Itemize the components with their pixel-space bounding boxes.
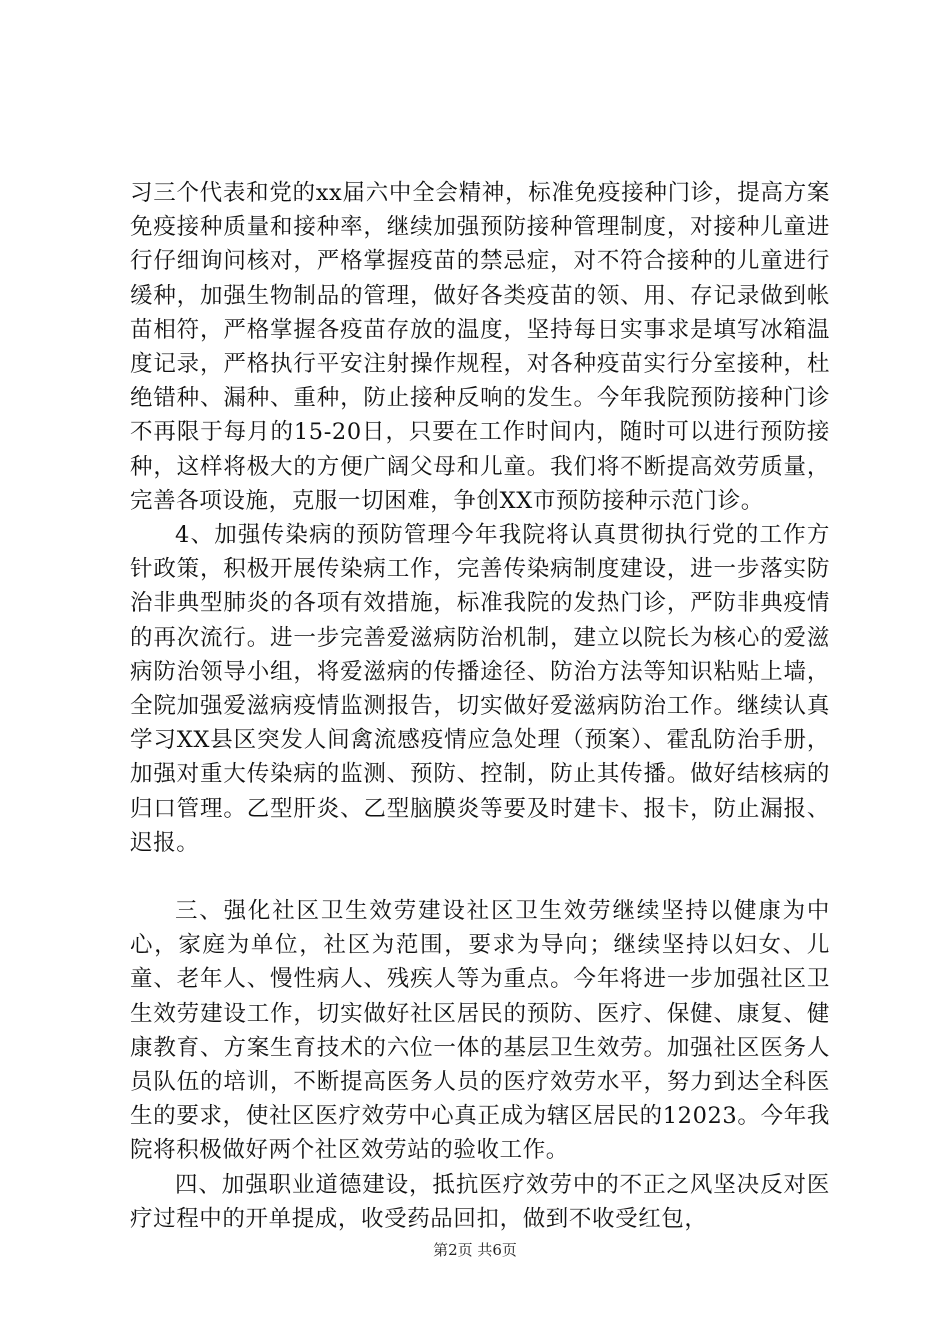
page-number-footer: 第2页 共6页	[433, 1241, 517, 1259]
paragraph-vaccination-continued: 习三个代表和党的xx届六中全会精神，标准免疫接种门诊，提高方案免疫接种质量和接种率，继续加强预防接种管理制度，对接种儿童进行仔细询问核对，严格掌握疫苗的禁忌症，对不符合接种的儿童进行缓种，加强生物制品的管理，做好各类疫苗的领、用、存记录做到帐苗相符，严格掌握各疫苗存放的温度，坚持每日实事求是填写冰箱温度记录，严格执行平安注射操作规程，对各种疫苗实行分室接种，杜绝错种、漏种、重种，防止接种反响的发生。今年我院预防接种门诊不再限于每月的15-20日，只要在工作时间内，随时可以进行预防接种，这样将极大的方便广阔父母和儿童。我们将不断提高效劳质量，完善各项设施，克服一切困难，争创XX市预防接种示范门诊。	[130, 180, 830, 514]
paragraph-community-health: 三、强化社区卫生效劳建设社区卫生效劳继续坚持以健康为中心，家庭为单位，社区为范围，要求为导向；继续坚持以妇女、儿童、老年人、慢性病人、残疾人等为重点。今年将进一步加强社区卫生效劳建设工作，切实做好社区居民的预防、医疗、保健、康复、健康教育、方案生育技术的六位一体的基层卫生效劳。加强社区医务人员队伍的培训，不断提高医务人员的医疗效劳水平，努力到达全科医生的要求，使社区医疗效劳中心真正成为辖区居民的12023。今年我院将积极做好两个社区效劳站的验收工作。	[130, 898, 830, 1164]
paragraph-professional-ethics: 四、加强职业道德建设，抵抗医疗效劳中的不正之风坚决反对医疗过程中的开单提成，收受药品回扣，做到不收受红包，	[130, 1171, 830, 1232]
document-body	[130, 176, 830, 1236]
paragraph-infectious-disease: 4、加强传染病的预防管理今年我院将认真贯彻执行党的工作方针政策，积极开展传染病工作，完善传染病制度建设，进一步落实防治非典型肺炎的各项有效措施，标准我院的发热门诊，严防非典疫情的再次流行。进一步完善爱滋病防治机制，建立以院长为核心的爱滋病防治领导小组，将爱滋病的传播途径、防治方法等知识粘贴上墙，全院加强爱滋病疫情监测报告，切实做好爱滋病防治工作。继续认真学习XX县区突发人间禽流感疫情应急处理（预案）、霍乱防治手册，加强对重大传染病的监测、预防、控制，防止其传播。做好结核病的归口管理。乙型肝炎、乙型脑膜炎等要及时建卡、报卡，防止漏报、迟报。	[130, 522, 830, 856]
